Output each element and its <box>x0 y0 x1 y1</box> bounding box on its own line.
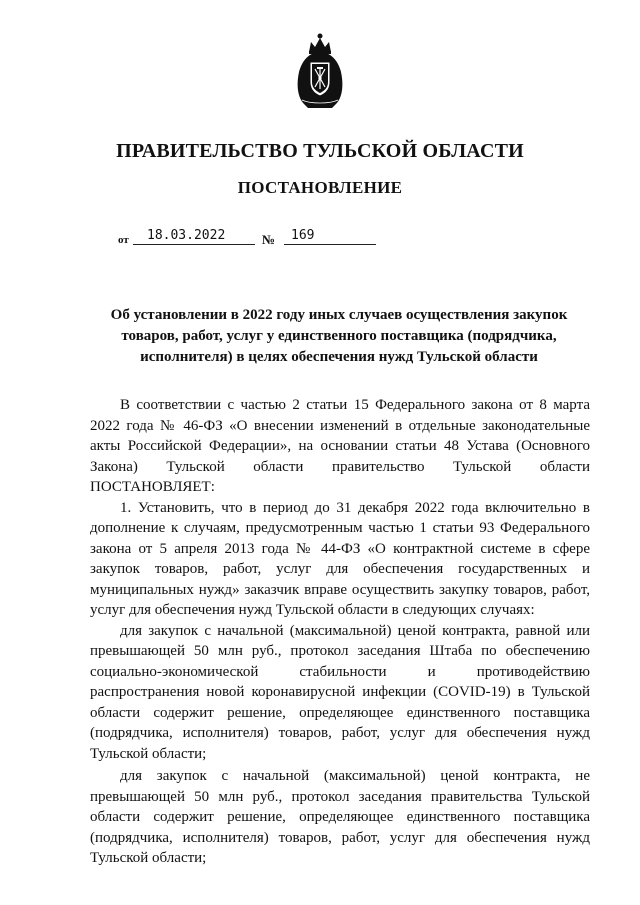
body-paragraph: 1. Установить, что в период до 31 декабря 2022 года включительно в дополнение к случаям, предусмотренным частью 1 статьи 93 Федерального закона от 5 апреля 2013 года № 44-ФЗ «О контрактной системе в сфере закупок товаров, работ, услуг для обеспечения государственных и муниципальных нужд» заказчик вправе осуществить закупку товаров, работ, услуг для обеспечения нужд Тульской области в следующих случаях: <box>90 499 590 618</box>
body-paragraph: В соответствии с частью 2 статьи 15 Федерального закона от 8 марта 2022 года № 46-ФЗ «О внесении изменений в отдельные законодательные акты Российской Федерации», на основании статьи 48 Устава (Основного Закона) Тульской области правительство Тульской области ПОСТАНОВЛЯЕТ: <box>90 397 590 495</box>
tula-region-coat-of-arms-icon <box>292 30 348 110</box>
number-underline <box>284 244 376 245</box>
date-label: от <box>118 234 129 246</box>
date-value: 18.03.2022 <box>147 228 226 243</box>
number-value: 169 <box>291 228 315 243</box>
organization-name: ПРАВИТЕЛЬСТВО ТУЛЬСКОЙ ОБЛАСТИ <box>116 140 524 162</box>
body-paragraph: для закупок с начальной (максимальной) ценой контракта, не превышающей 50 млн руб., протокол заседания правительства Тульской области содержит решение, определяющее единственного поставщика (подрядчика, исполнителя) товаров, работ, услуг для обеспечения нужд Тульской области; <box>90 768 590 866</box>
number-label: № <box>262 232 276 247</box>
document-type: ПОСТАНОВЛЕНИЕ <box>237 178 403 197</box>
registration-line <box>0 228 640 248</box>
body-paragraph: для закупок с начальной (максимальной) ценой контракта, равной или превышающей 50 млн руб., протокол заседания Штаба по обеспечению социально-экономической стабильности и противодействию распространения новой коронавирусной инфекции (COVID-19) в Тульской области содержит решение, определяющее единственного поставщика (подрядчика, исполнителя) товаров, работ, услуг для обеспечения нужд Тульской области; <box>90 622 590 762</box>
document-title: Об установлении в 2022 году иных случаев осуществления закупок товаров, работ, услуг у единственного поставщика (подрядчика, исполнителя) в целях обеспечения нужд Тульской области <box>110 307 568 365</box>
document-body <box>90 395 590 869</box>
date-underline <box>133 244 255 245</box>
